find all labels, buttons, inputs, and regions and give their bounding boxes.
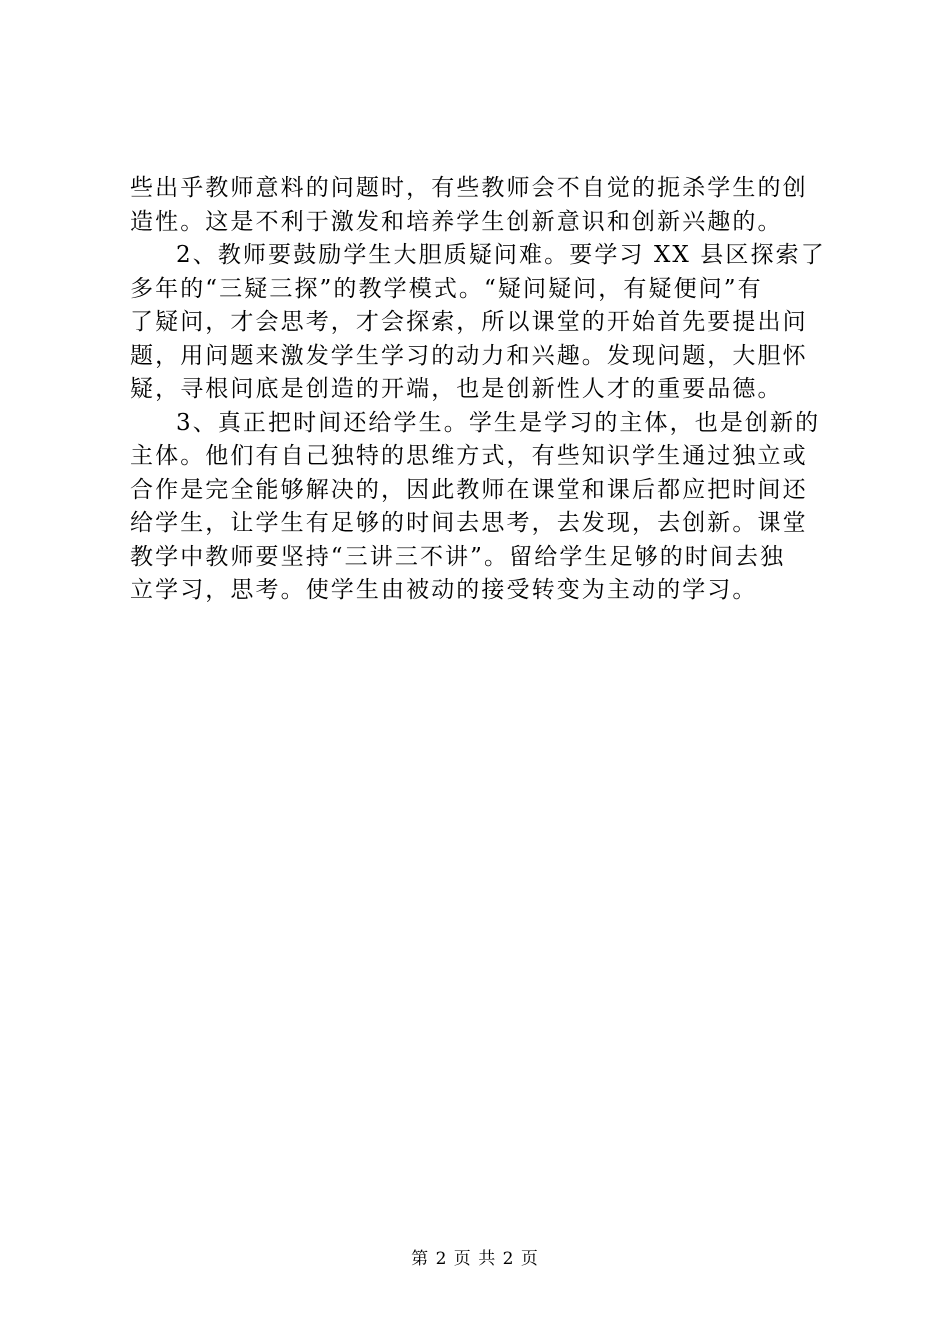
text-line: 题，用问题来激发学生学习的动力和兴趣。发现问题，大胆怀: [130, 342, 808, 369]
document-body: [130, 172, 830, 608]
text-line: 了疑问，才会思考，才会探索，所以课堂的开始首先要提出问: [130, 309, 808, 335]
paragraph-2: [130, 239, 830, 407]
text-line: 立学习，思考。使学生由被动的接受转变为主动的学习。: [130, 577, 758, 603]
text-line: 3、真正把时间还给学生。学生是学习的主体，也是创新的: [176, 409, 821, 436]
text-line: 2、教师要鼓励学生大胆质疑问难。要学习 XX 县区探索了: [176, 242, 826, 268]
text-line: 教学中教师要坚持“三讲三不讲”。留给学生足够的时间去独: [130, 543, 786, 570]
text-line: 合作是完全能够解决的，因此教师在课堂和课后都应把时间还: [130, 476, 808, 503]
text-line: 造性。这是不利于激发和培养学生创新意识和创新兴趣的。: [130, 208, 783, 235]
text-line: 主体。他们有自己独特的思维方式，有些知识学生通过独立或: [130, 443, 808, 469]
text-line: 些出乎教师意料的问题时，有些教师会不自觉的扼杀学生的创: [130, 175, 808, 201]
page-footer: 第 2 页 共 2 页: [411, 1249, 539, 1269]
text-line: 给学生，让学生有足够的时间去思考，去发现，去创新。课堂: [130, 510, 808, 536]
text-line: 多年的“三疑三探”的教学模式。“疑问疑问，有疑便问”有: [130, 275, 763, 302]
paragraph-3: [130, 407, 830, 608]
text-line: 疑，寻根问底是创造的开端，也是创新性人才的重要品德。: [130, 376, 783, 402]
paragraph-1: [130, 172, 830, 239]
